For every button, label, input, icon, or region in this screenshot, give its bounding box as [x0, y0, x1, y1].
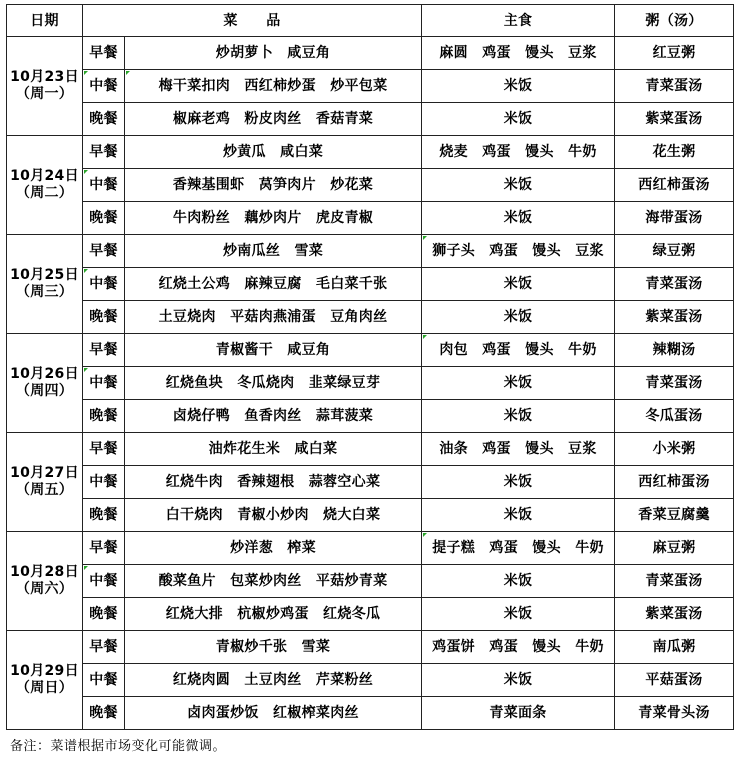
- staple-cell: 米饭: [422, 70, 615, 103]
- staple-cell: 米饭: [422, 598, 615, 631]
- meal-row: [7, 598, 734, 631]
- staple-cell: 油条 鸡蛋 馒头 豆浆: [422, 433, 615, 466]
- weekly-menu-table: [6, 4, 734, 730]
- menu-body: [7, 37, 734, 730]
- dishes-cell: 炒黄瓜 咸白菜: [125, 136, 422, 169]
- staple-cell: 米饭: [422, 565, 615, 598]
- dishes-cell: 油炸花生米 咸白菜: [125, 433, 422, 466]
- dishes-cell: 炒洋葱 榨菜: [125, 532, 422, 565]
- date-cell: [7, 631, 83, 730]
- meal-name-cell: 早餐: [83, 235, 125, 268]
- date-text: 10月26日: [10, 366, 79, 382]
- dishes-cell: 炒南瓜丝 雪菜: [125, 235, 422, 268]
- cell-comment-marker: [423, 335, 427, 339]
- meal-row: [7, 268, 734, 301]
- soup-cell: 香菜豆腐羹: [615, 499, 734, 532]
- date-text: 10月25日: [10, 267, 79, 283]
- dishes-cell: 牛肉粉丝 藕炒肉片 虎皮青椒: [125, 202, 422, 235]
- meal-name-cell: 早餐: [83, 334, 125, 367]
- staple-cell: 烧麦 鸡蛋 馒头 牛奶: [422, 136, 615, 169]
- header-date: 日期: [7, 5, 83, 37]
- meal-row: [7, 334, 734, 367]
- meal-name-cell: 中餐: [83, 70, 125, 103]
- date-cell: [7, 334, 83, 433]
- dishes-cell: 炒胡萝卜 咸豆角: [125, 37, 422, 70]
- weekday-text: （周五）: [15, 482, 74, 498]
- dishes-cell: 红烧土公鸡 麻辣豆腐 毛白菜千张: [125, 268, 422, 301]
- dishes-cell: 白干烧肉 青椒小炒肉 烧大白菜: [125, 499, 422, 532]
- meal-row: [7, 664, 734, 697]
- soup-cell: 花生粥: [615, 136, 734, 169]
- meal-row: [7, 499, 734, 532]
- meal-name-cell: 中餐: [83, 268, 125, 301]
- staple-cell: 提子糕 鸡蛋 馒头 牛奶: [422, 532, 615, 565]
- header-row: [7, 5, 734, 37]
- meal-name-cell: 晚餐: [83, 103, 125, 136]
- weekday-text: （周日）: [15, 680, 74, 696]
- header-staple: 主食: [422, 5, 615, 37]
- cell-comment-marker: [423, 236, 427, 240]
- date-cell: [7, 37, 83, 136]
- staple-cell: 米饭: [422, 499, 615, 532]
- staple-cell: 米饭: [422, 664, 615, 697]
- meal-row: [7, 136, 734, 169]
- soup-cell: 紫菜蛋汤: [615, 598, 734, 631]
- meal-name-cell: 晚餐: [83, 301, 125, 334]
- meal-name-cell: 早餐: [83, 631, 125, 664]
- meal-row: [7, 37, 734, 70]
- meal-name-cell: 晚餐: [83, 202, 125, 235]
- meal-row: [7, 103, 734, 136]
- meal-name-cell: 晚餐: [83, 697, 125, 730]
- weekday-text: （周一）: [15, 86, 74, 102]
- soup-cell: 西红柿蛋汤: [615, 466, 734, 499]
- meal-name-cell: 中餐: [83, 169, 125, 202]
- staple-cell: 米饭: [422, 301, 615, 334]
- meal-row: [7, 400, 734, 433]
- meal-row: [7, 565, 734, 598]
- cell-comment-marker: [84, 170, 88, 174]
- meal-row: [7, 433, 734, 466]
- weekday-text: （周四）: [15, 383, 74, 399]
- staple-cell: 麻圆 鸡蛋 馒头 豆浆: [422, 37, 615, 70]
- soup-cell: 红豆粥: [615, 37, 734, 70]
- dishes-cell: 青椒酱干 咸豆角: [125, 334, 422, 367]
- date-text: 10月23日: [10, 69, 79, 85]
- soup-cell: 青菜骨头汤: [615, 697, 734, 730]
- staple-cell: 米饭: [422, 466, 615, 499]
- cell-comment-marker: [84, 368, 88, 372]
- dishes-cell: 土豆烧肉 平菇肉燕浦蛋 豆角肉丝: [125, 301, 422, 334]
- meal-name-cell: 早餐: [83, 433, 125, 466]
- cell-comment-marker: [84, 71, 88, 75]
- staple-cell: 狮子头 鸡蛋 馒头 豆浆: [422, 235, 615, 268]
- staple-cell: 米饭: [422, 169, 615, 202]
- soup-cell: 冬瓜蛋汤: [615, 400, 734, 433]
- dishes-cell: 红烧肉圆 土豆肉丝 芹菜粉丝: [125, 664, 422, 697]
- soup-cell: 绿豆粥: [615, 235, 734, 268]
- dishes-cell: 红烧鱼块 冬瓜烧肉 韭菜绿豆芽: [125, 367, 422, 400]
- staple-cell: 米饭: [422, 400, 615, 433]
- soup-cell: 辣糊汤: [615, 334, 734, 367]
- date-text: 10月27日: [10, 465, 79, 481]
- cell-comment-marker: [84, 566, 88, 570]
- meal-row: [7, 697, 734, 730]
- staple-cell: 米饭: [422, 202, 615, 235]
- soup-cell: 小米粥: [615, 433, 734, 466]
- staple-cell: 青菜面条: [422, 697, 615, 730]
- date-cell: [7, 433, 83, 532]
- date-cell: [7, 235, 83, 334]
- meal-row: [7, 70, 734, 103]
- soup-cell: 紫菜蛋汤: [615, 103, 734, 136]
- meal-row: [7, 367, 734, 400]
- staple-cell: 米饭: [422, 268, 615, 301]
- staple-cell: 米饭: [422, 367, 615, 400]
- dishes-cell: 卤烧仔鸭 鱼香肉丝 蒜茸菠菜: [125, 400, 422, 433]
- footnote: 备注：菜谱根据市场变化可能微调。: [10, 739, 227, 754]
- meal-name-cell: 晚餐: [83, 400, 125, 433]
- weekday-text: （周六）: [15, 581, 74, 597]
- dishes-cell: 红烧大排 杭椒炒鸡蛋 红烧冬瓜: [125, 598, 422, 631]
- soup-cell: 西红柿蛋汤: [615, 169, 734, 202]
- meal-row: [7, 202, 734, 235]
- meal-row: [7, 169, 734, 202]
- soup-cell: 平菇蛋汤: [615, 664, 734, 697]
- soup-cell: 麻豆粥: [615, 532, 734, 565]
- meal-name-cell: 早餐: [83, 532, 125, 565]
- dishes-cell: 酸菜鱼片 包菜炒肉丝 平菇炒青菜: [125, 565, 422, 598]
- meal-row: [7, 631, 734, 664]
- header-soup: 粥（汤）: [615, 5, 734, 37]
- date-cell: [7, 532, 83, 631]
- meal-row: [7, 466, 734, 499]
- soup-cell: 青菜蛋汤: [615, 367, 734, 400]
- soup-cell: 南瓜粥: [615, 631, 734, 664]
- soup-cell: 紫菜蛋汤: [615, 301, 734, 334]
- dishes-cell: 香辣基围虾 莴笋肉片 炒花菜: [125, 169, 422, 202]
- date-text: 10月28日: [10, 564, 79, 580]
- meal-name-cell: 早餐: [83, 37, 125, 70]
- dishes-cell: 卤肉蛋炒饭 红椒榨菜肉丝: [125, 697, 422, 730]
- weekday-text: （周三）: [15, 284, 74, 300]
- cell-comment-marker: [84, 269, 88, 273]
- meal-row: [7, 301, 734, 334]
- soup-cell: 海带蛋汤: [615, 202, 734, 235]
- meal-name-cell: 中餐: [83, 466, 125, 499]
- date-cell: [7, 136, 83, 235]
- soup-cell: 青菜蛋汤: [615, 268, 734, 301]
- dishes-cell: 椒麻老鸡 粉皮肉丝 香菇青菜: [125, 103, 422, 136]
- meal-name-cell: 中餐: [83, 664, 125, 697]
- soup-cell: 青菜蛋汤: [615, 70, 734, 103]
- header-dishes: 菜 品: [83, 5, 422, 37]
- weekday-text: （周二）: [15, 185, 74, 201]
- meal-row: [7, 532, 734, 565]
- cell-comment-marker: [126, 71, 130, 75]
- meal-name-cell: 早餐: [83, 136, 125, 169]
- staple-cell: 米饭: [422, 103, 615, 136]
- meal-name-cell: 晚餐: [83, 499, 125, 532]
- meal-name-cell: 中餐: [83, 367, 125, 400]
- meal-row: [7, 235, 734, 268]
- date-text: 10月24日: [10, 168, 79, 184]
- staple-cell: 鸡蛋饼 鸡蛋 馒头 牛奶: [422, 631, 615, 664]
- dishes-cell: 青椒炒千张 雪菜: [125, 631, 422, 664]
- date-text: 10月29日: [10, 663, 79, 679]
- dishes-cell: 梅干菜扣肉 西红柿炒蛋 炒平包菜: [125, 70, 422, 103]
- staple-cell: 肉包 鸡蛋 馒头 牛奶: [422, 334, 615, 367]
- meal-name-cell: 中餐: [83, 565, 125, 598]
- dishes-cell: 红烧牛肉 香辣翅根 蒜蓉空心菜: [125, 466, 422, 499]
- meal-name-cell: 晚餐: [83, 598, 125, 631]
- cell-comment-marker: [423, 533, 427, 537]
- soup-cell: 青菜蛋汤: [615, 565, 734, 598]
